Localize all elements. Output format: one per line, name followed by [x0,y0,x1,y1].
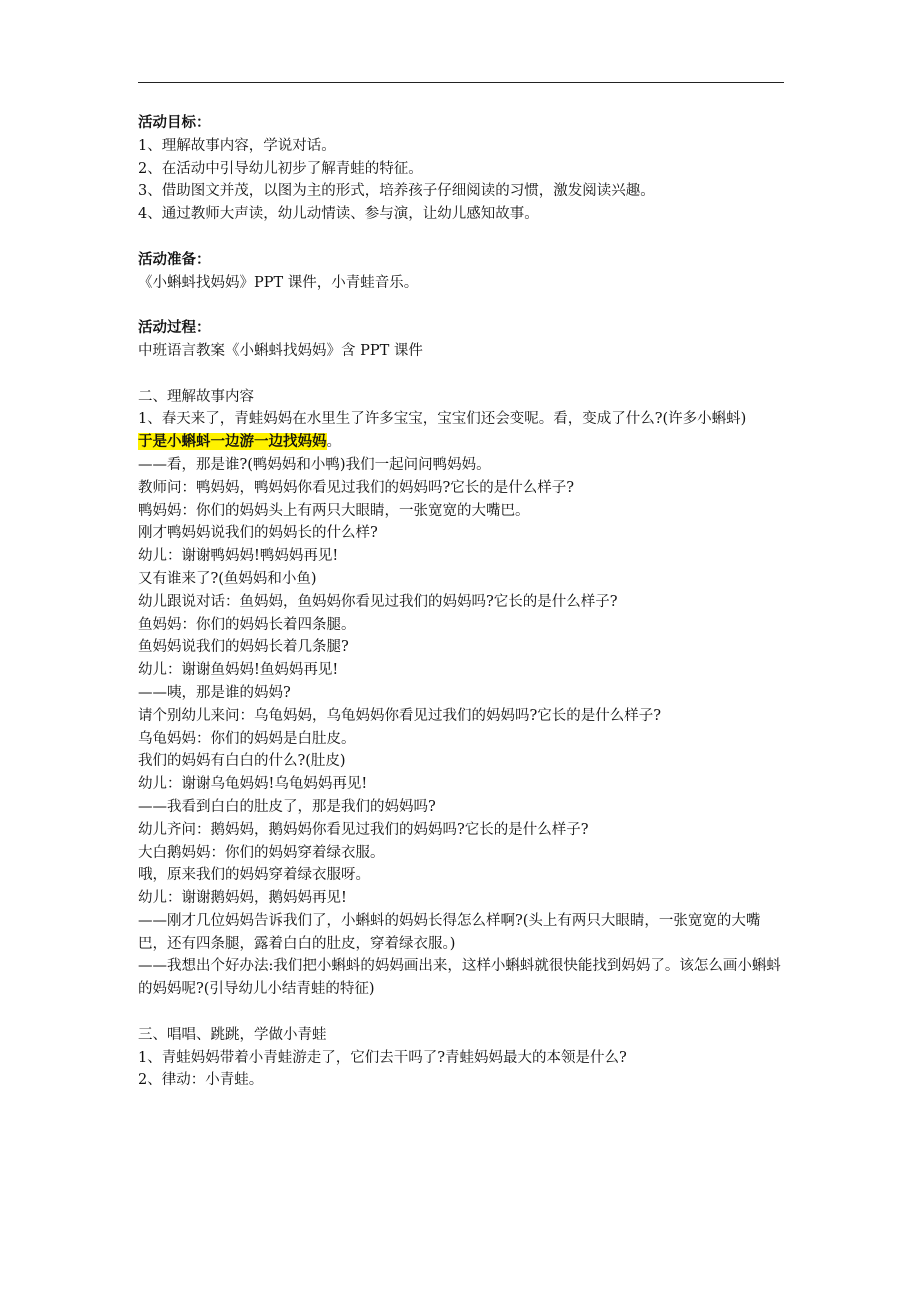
goal-item: 2、在活动中引导幼儿初步了解青蛙的特征。 [138,160,423,177]
part2-line: ——刚才几位妈妈告诉我们了，小蝌蚪的妈妈长得怎么样啊?(头上有两只大眼睛，一张宽宽的大嘴巴，还有四条腿，露着白白的肚皮，穿着绿衣服。) [138,912,761,952]
goal-item: 3、借助图文并茂，以图为主的形式，培养孩子仔细阅读的习惯，激发阅读兴趣。 [138,183,655,200]
part2-line: 鸭妈妈：你们的妈妈头上有两只大眼睛，一张宽宽的大嘴巴。 [138,502,530,519]
part2-line: ——我看到白白的肚皮了，那是我们的妈妈吗? [138,798,436,815]
part2-line: 哦，原来我们的妈妈穿着绿衣服呀。 [138,867,370,884]
part2-line: 幼儿：谢谢鹅妈妈，鹅妈妈再见! [138,890,347,907]
part3-line: 1、青蛙妈妈带着小青蛙游走了，它们去干吗了?青蛙妈妈最大的本领是什么? [138,1049,627,1066]
goals-heading: 活动目标： [138,114,211,131]
part2-line: 乌龟妈妈：你们的妈妈是白肚皮。 [138,730,356,747]
highlight-line [138,431,784,454]
part2-paragraph: 1、春天来了，青蛙妈妈在水里生了许多宝宝，宝宝们还会变呢。看，变成了什么?(许多小蝌蚪) [138,411,747,428]
process-item: 中班语言教案《小蝌蚪找妈妈》含 PPT 课件 [138,342,423,359]
part2-line: ——看，那是谁?(鸭妈妈和小鸭)我们一起问问鸭妈妈。 [138,456,491,473]
highlight-tail: 。 [326,434,341,451]
part2-title: 二、理解故事内容 [138,388,254,405]
goal-item: 1、理解故事内容，学说对话。 [138,137,336,154]
part2-line: 幼儿：谢谢鱼妈妈!鱼妈妈再见! [138,662,339,679]
part2-line: 幼儿齐问：鹅妈妈，鹅妈妈你看见过我们的妈妈吗?它长的是什么样子? [138,821,589,838]
goal-item: 4、通过教师大声读，幼儿动情读、参与演，让幼儿感知故事。 [138,206,539,223]
highlighted-text: 于是小蝌蚪一边游一边找妈妈 [138,433,327,451]
part2-line: 幼儿：谢谢乌龟妈妈!乌龟妈妈再见! [138,776,368,793]
part2-line: 请个别幼儿来问：乌龟妈妈，乌龟妈妈你看见过我们的妈妈吗?它长的是什么样子? [138,707,662,724]
process-heading: 活动过程： [138,319,211,337]
part3-title: 三、唱唱、跳跳，学做小青蛙 [138,1026,327,1043]
part2-line: ——咦，那是谁的妈妈? [138,684,291,701]
top-divider [138,82,784,83]
part2-line: 大白鹅妈妈：你们的妈妈穿着绿衣服。 [138,844,385,861]
part2-line: 鱼妈妈：你们的妈妈长着四条腿。 [138,616,356,633]
document-body [138,112,784,1092]
part2-line: 幼儿跟说对话：鱼妈妈，鱼妈妈你看见过我们的妈妈吗?它长的是什么样子? [138,593,618,610]
part2-line: 又有谁来了?(鱼妈妈和小鱼) [138,570,317,587]
part2-line: 刚才鸭妈妈说我们的妈妈长的什么样? [138,525,378,542]
prep-item: 《小蝌蚪找妈妈》PPT 课件，小青蛙音乐。 [138,274,419,291]
part2-line: ——我想出个好办法:我们把小蝌蚪的妈妈画出来，这样小蝌蚪就很快能找到妈妈了。该怎么画小蝌蚪的妈妈呢?(引导幼儿小结青蛙的特征) [138,958,781,998]
part3-line: 2、律动：小青蛙。 [138,1072,264,1089]
part2-line: 教师问：鸭妈妈，鸭妈妈你看见过我们的妈妈吗?它长的是什么样子? [138,479,575,496]
part2-line: 鱼妈妈说我们的妈妈长着几条腿? [138,639,349,656]
part2-line: 幼儿：谢谢鸭妈妈!鸭妈妈再见! [138,548,339,565]
prep-heading: 活动准备： [138,250,211,268]
part2-line: 我们的妈妈有白白的什么?(肚皮) [138,753,346,770]
